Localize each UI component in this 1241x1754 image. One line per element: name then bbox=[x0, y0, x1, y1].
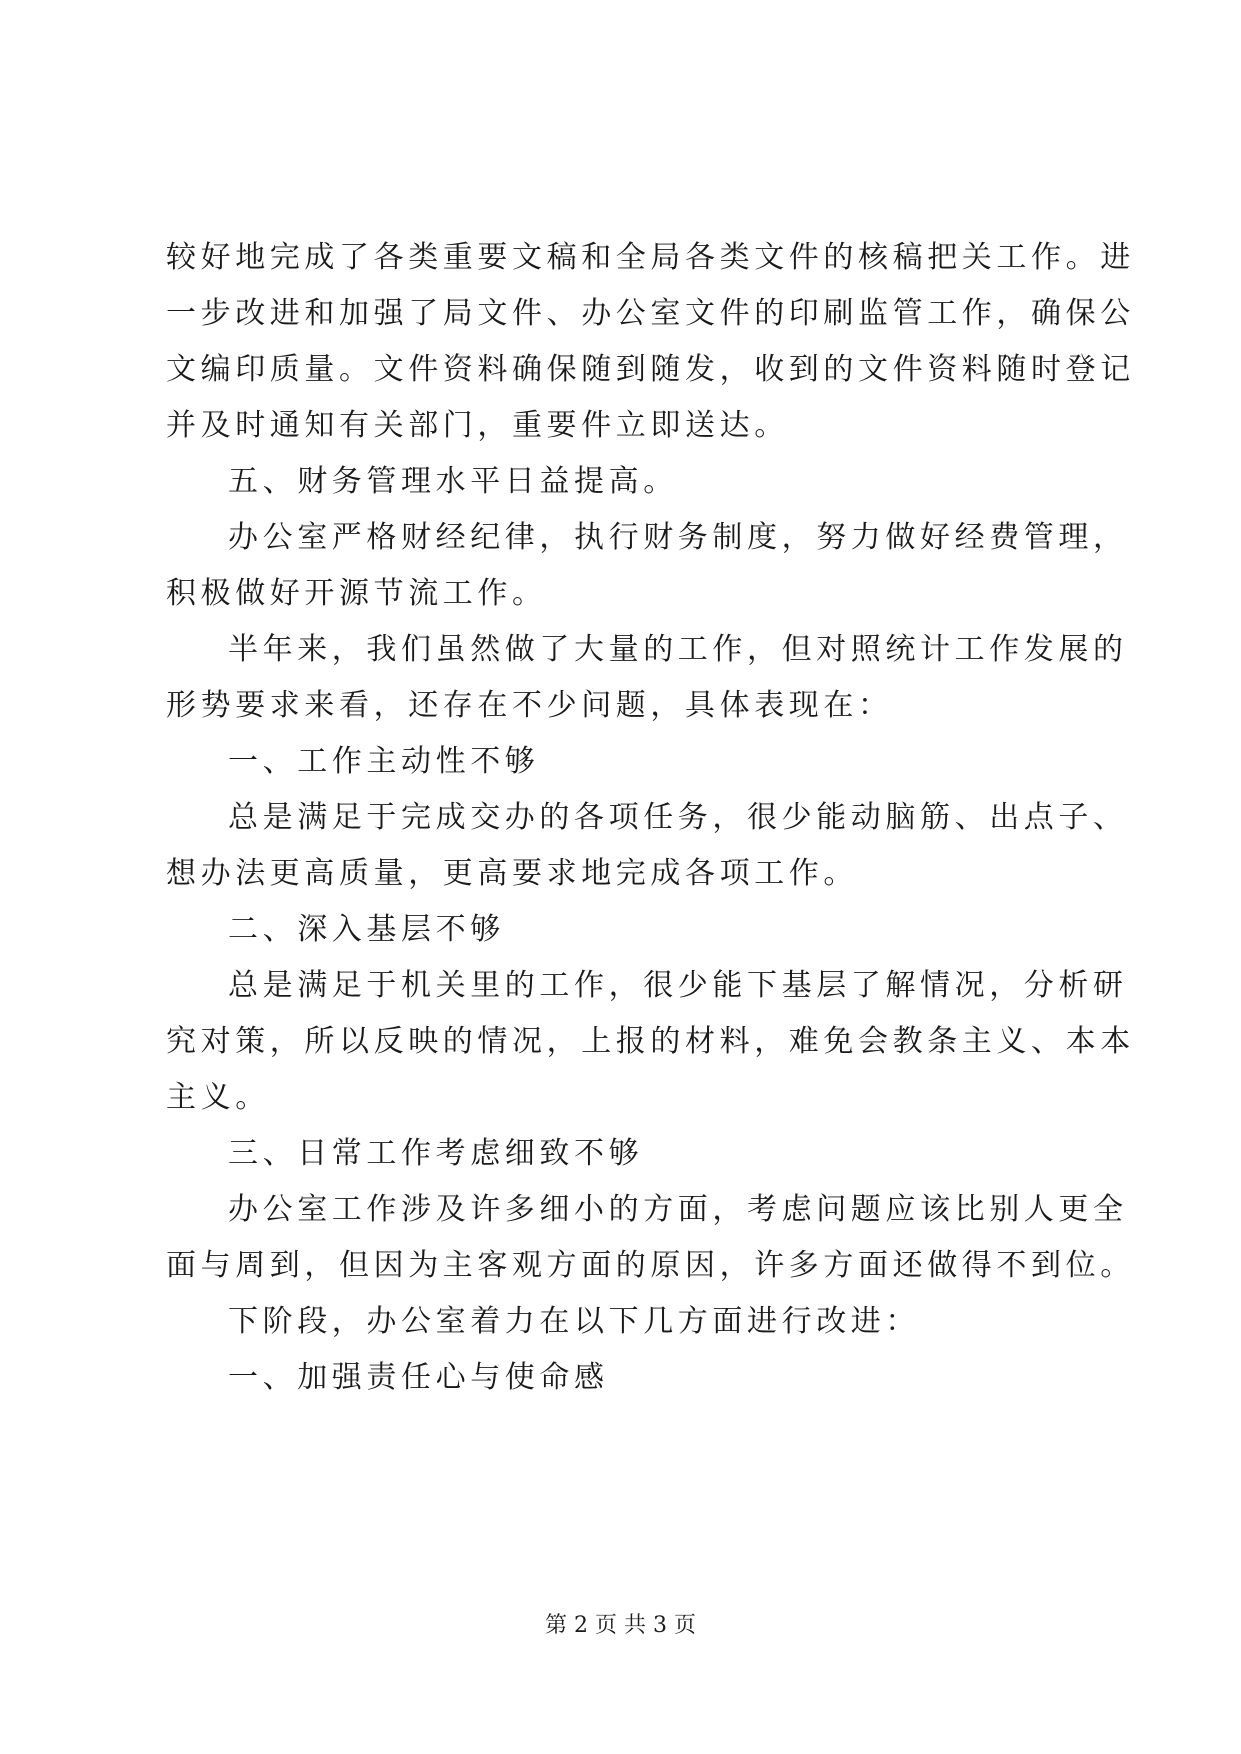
page-number-footer: 第 2 页 共 3 页 bbox=[545, 1613, 696, 1638]
section-heading: 五、财务管理水平日益提高。 bbox=[228, 464, 678, 499]
text-line: 究对策，所以反映的情况，上报的材料，难免会教条主义、本本 bbox=[166, 1024, 1135, 1059]
text-line: 总是满足于机关里的工作，很少能下基层了解情况，分析研 bbox=[228, 968, 1128, 1003]
text-line: 想办法更高质量，更高要求地完成各项工作。 bbox=[166, 856, 858, 891]
text-line: 主义。 bbox=[166, 1080, 270, 1115]
text-line: 形势要求来看，还存在不少问题，具体表现在： bbox=[166, 688, 893, 723]
text-line: 总是满足于完成交办的各项任务，很少能动脑筋、出点子、 bbox=[228, 800, 1128, 835]
text-line: 面与周到，但因为主客观方面的原因，许多方面还做得不到位。 bbox=[166, 1248, 1135, 1283]
text-line: 积极做好开源节流工作。 bbox=[166, 576, 547, 611]
text-line: 下阶段，办公室着力在以下几方面进行改进： bbox=[228, 1304, 920, 1339]
text-line: 办公室工作涉及许多细小的方面，考虑问题应该比别人更全 bbox=[228, 1192, 1128, 1227]
text-line: 一步改进和加强了局文件、办公室文件的印刷监管工作，确保公 bbox=[166, 296, 1135, 331]
text-line: 并及时通知有关部门，重要件立即送达。 bbox=[166, 408, 789, 443]
text-line: 文编印质量。文件资料确保随到随发，收到的文件资料随时登记 bbox=[166, 352, 1135, 387]
section-heading: 二、深入基层不够 bbox=[228, 912, 505, 947]
section-heading: 一、工作主动性不够 bbox=[228, 744, 540, 779]
text-line: 办公室严格财经纪律，执行财务制度，努力做好经费管理， bbox=[228, 520, 1128, 555]
section-heading: 三、日常工作考虑细致不够 bbox=[228, 1136, 644, 1171]
text-line: 半年来，我们虽然做了大量的工作，但对照统计工作发展的 bbox=[228, 632, 1128, 667]
text-line: 较好地完成了各类重要文稿和全局各类文件的核稿把关工作。进 bbox=[166, 240, 1135, 275]
section-heading: 一、加强责任心与使命感 bbox=[228, 1360, 609, 1395]
